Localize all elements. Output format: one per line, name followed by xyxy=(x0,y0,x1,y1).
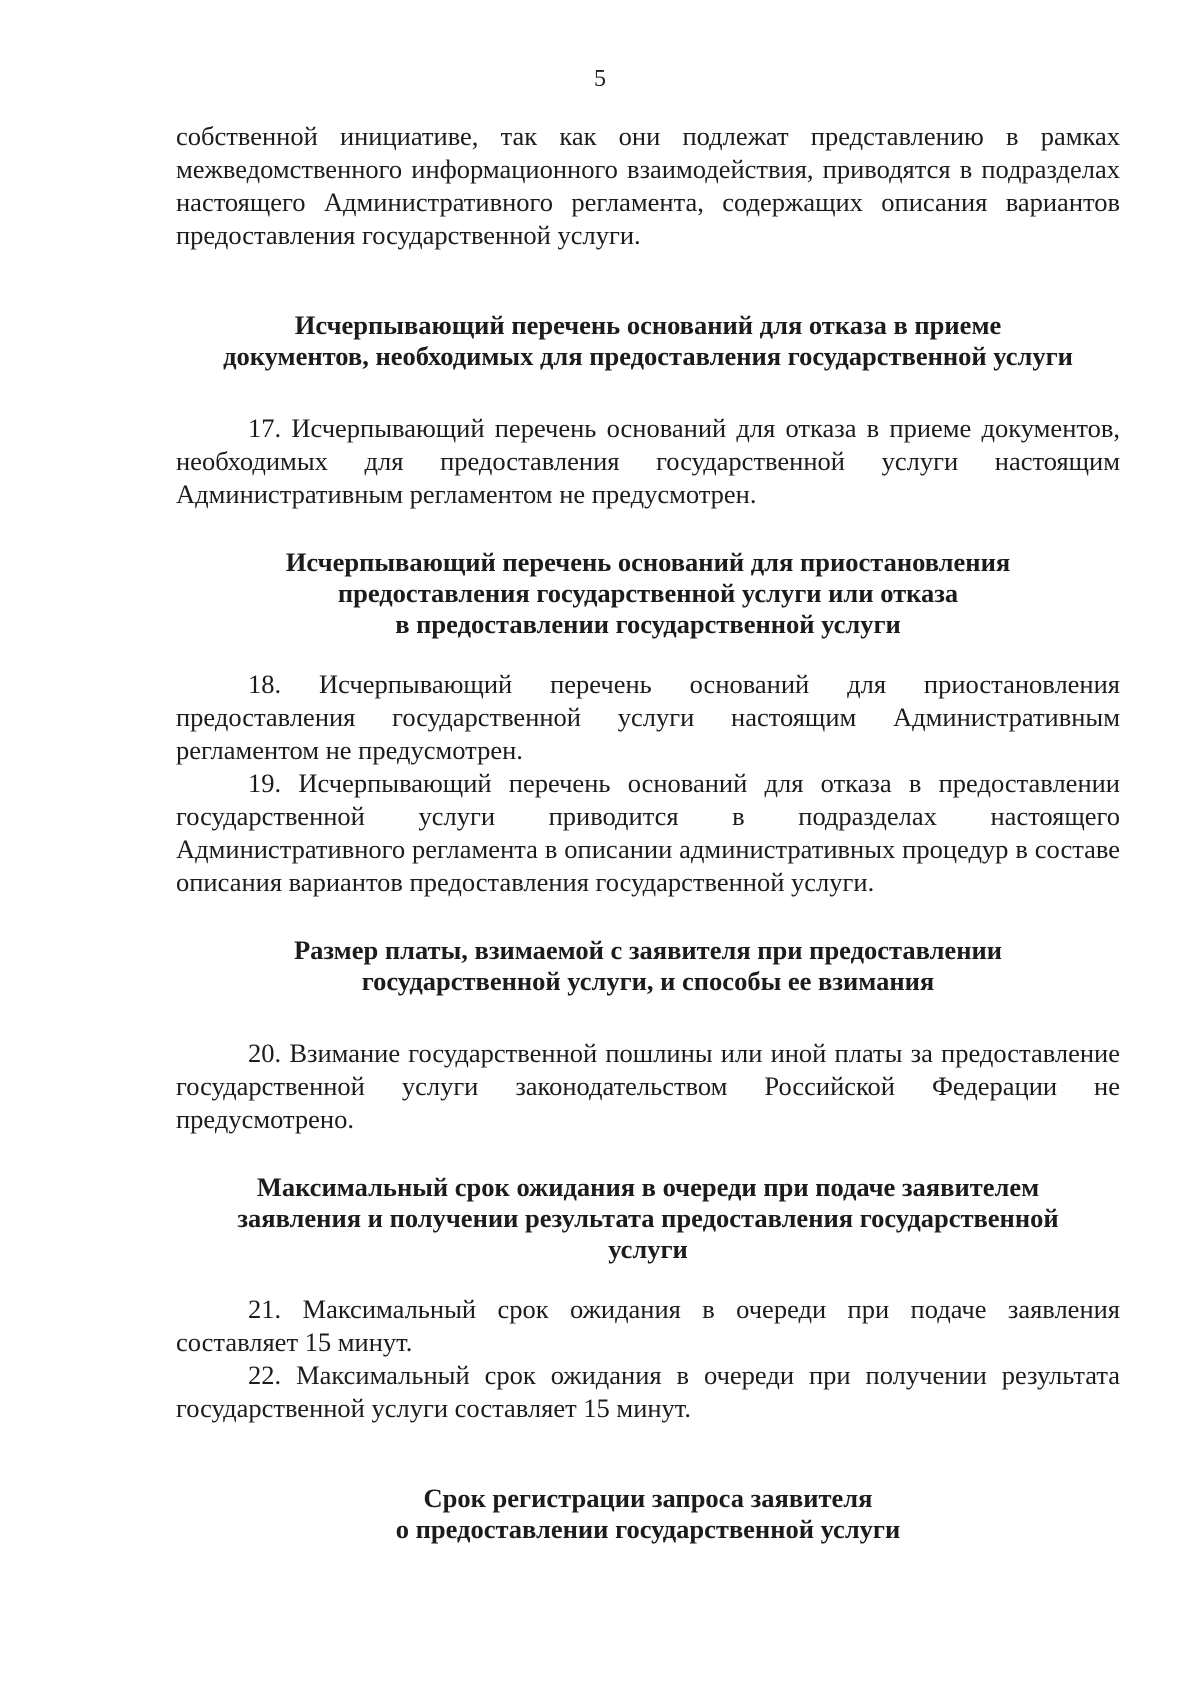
section-refusal-acceptance xyxy=(176,310,1120,511)
paragraph-21: 21. Максимальный срок ожидания в очереди при подаче заявления составляет 15 минут. xyxy=(176,1294,1120,1357)
section-heading-line: государственной услуги, и способы ее взимания xyxy=(361,966,935,996)
section-heading-line: Исчерпывающий перечень оснований для отказа в приеме xyxy=(294,310,1002,340)
paragraph-19: 19. Исчерпывающий перечень оснований для отказа в предоставлении государственной услуги приводится в подразделах настоящего Административного регламента в описании административных процедур в составе описания вариантов предоставления государственной услуги. xyxy=(176,768,1120,897)
paragraph-17: 17. Исчерпывающий перечень оснований для отказа в приеме документов, необходимых для предоставления государственной услуги настоящим Административным регламентом не предусмотрен. xyxy=(176,413,1120,509)
section-heading-line: документов, необходимых для предоставления государственной услуги xyxy=(223,341,1073,371)
section-heading-line: заявления и получении результата предоставления государственной xyxy=(237,1203,1059,1233)
section-heading-line: Срок регистрации запроса заявителя xyxy=(423,1483,873,1513)
section-heading-line: о предоставлении государственной услуги xyxy=(395,1514,901,1544)
section-queue-time xyxy=(176,1172,1120,1425)
section-heading-line: Размер платы, взимаемой с заявителя при предоставлении xyxy=(293,935,1003,965)
document-body xyxy=(176,120,1120,1545)
paragraph-22: 22. Максимальный срок ожидания в очереди при получении результата государственной услуги составляет 15 минут. xyxy=(176,1360,1120,1423)
paragraph-18: 18. Исчерпывающий перечень оснований для приостановления предоставления государственной услуги настоящим Административным регламентом не предусмотрен. xyxy=(176,669,1120,765)
page-number: 5 xyxy=(594,66,606,92)
intro-paragraph: собственной инициативе, так как они подлежат представлению в рамках межведомственного информационного взаимодействия, приводятся в подразделах настоящего Административного регламента, содержащих описания вариантов предоставления государственной услуги. xyxy=(176,121,1120,250)
section-heading-line: предоставления государственной услуги или отказа xyxy=(337,578,959,608)
section-heading-line: Исчерпывающий перечень оснований для приостановления xyxy=(285,547,1011,577)
section-suspension-refusal xyxy=(176,547,1120,899)
paragraph-20: 20. Взимание государственной пошлины или иной платы за предоставление государственной услуги законодательством Российской Федерации не предусмотрено. xyxy=(176,1038,1120,1134)
section-heading-line: в предоставлении государственной услуги xyxy=(395,609,901,639)
section-heading-line: Максимальный срок ожидания в очереди при подаче заявителем xyxy=(256,1172,1040,1202)
section-fee xyxy=(176,935,1120,1136)
section-registration-term xyxy=(176,1483,1120,1545)
section-heading-line: услуги xyxy=(608,1234,688,1264)
